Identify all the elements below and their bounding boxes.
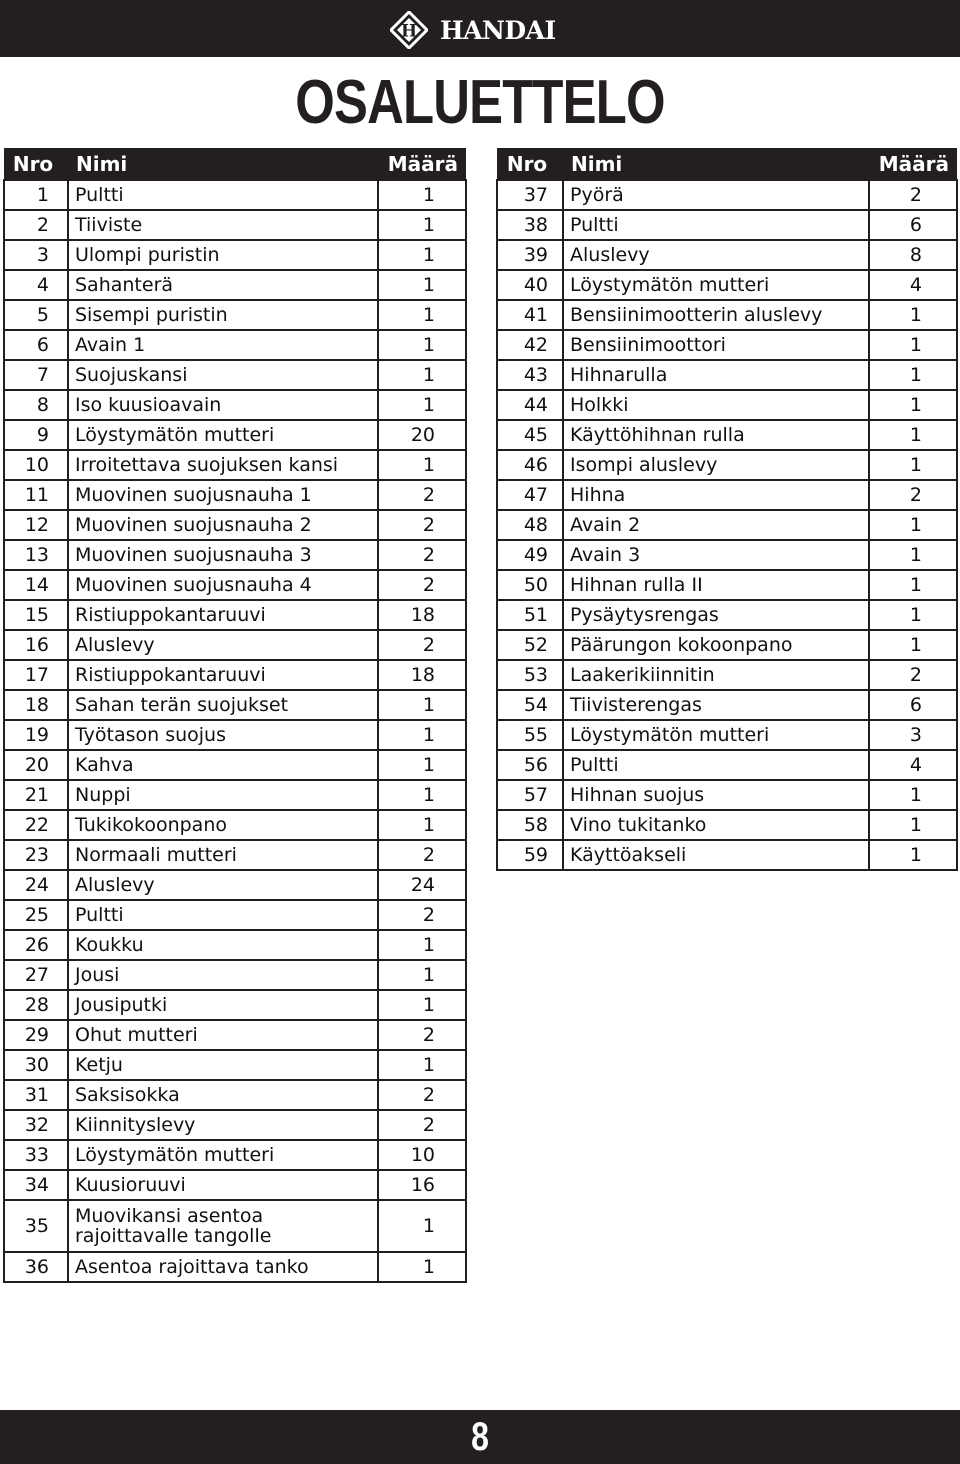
cell-nimi: Ulompi puristin	[68, 240, 378, 270]
cell-nro: 30	[4, 1050, 68, 1080]
cell-nro: 34	[4, 1170, 68, 1200]
table-row	[497, 330, 957, 360]
cell-nimi: Normaali mutteri	[68, 840, 378, 870]
cell-nro: 17	[4, 660, 68, 690]
cell-nro: 56	[497, 750, 563, 780]
cell-nro: 47	[497, 480, 563, 510]
cell-nimi: Pultti	[68, 180, 378, 210]
cell-nimi: Pultti	[563, 750, 869, 780]
cell-maara: 1	[869, 540, 957, 570]
table-row	[497, 600, 957, 630]
cell-maara: 1	[869, 390, 957, 420]
cell-nro: 15	[4, 600, 68, 630]
cell-maara: 1	[378, 720, 466, 750]
table-row	[4, 1200, 466, 1252]
cell-nimi: Hihnarulla	[563, 360, 869, 390]
table-row	[4, 540, 466, 570]
table-row	[497, 390, 957, 420]
table-row	[497, 450, 957, 480]
cell-nimi: Avain 3	[563, 540, 869, 570]
table-row	[4, 990, 466, 1020]
parts-table-left	[3, 148, 467, 1283]
cell-nimi: Saksisokka	[68, 1080, 378, 1110]
cell-nro: 2	[4, 210, 68, 240]
cell-nro: 44	[497, 390, 563, 420]
table-row	[4, 960, 466, 990]
cell-nro: 7	[4, 360, 68, 390]
table-row	[497, 660, 957, 690]
cell-nro: 13	[4, 540, 68, 570]
table-row	[4, 840, 466, 870]
table-row	[4, 240, 466, 270]
cell-maara: 1	[378, 780, 466, 810]
cell-nro: 16	[4, 630, 68, 660]
cell-maara: 4	[869, 270, 957, 300]
cell-maara: 1	[378, 300, 466, 330]
cell-nimi: Tukikokoonpano	[68, 810, 378, 840]
cell-nro: 11	[4, 480, 68, 510]
cell-nro: 31	[4, 1080, 68, 1110]
cell-nimi: Laakerikiinnitin	[563, 660, 869, 690]
handai-logo	[390, 2, 556, 58]
table-row	[4, 690, 466, 720]
cell-nimi: Nuppi	[68, 780, 378, 810]
column-header-nro: Nro	[497, 148, 563, 180]
cell-maara: 1	[869, 300, 957, 330]
cell-maara: 2	[869, 480, 957, 510]
table-row	[4, 870, 466, 900]
table-row	[4, 270, 466, 300]
cell-nro: 33	[4, 1140, 68, 1170]
cell-nro: 8	[4, 390, 68, 420]
cell-maara: 1	[378, 960, 466, 990]
cell-nro: 41	[497, 300, 563, 330]
cell-nro: 6	[4, 330, 68, 360]
cell-maara: 6	[869, 210, 957, 240]
page-number: 8	[471, 1415, 489, 1459]
cell-nimi: Päärungon kokoonpano	[563, 630, 869, 660]
column-header-nimi: Nimi	[68, 148, 378, 180]
cell-nro: 52	[497, 630, 563, 660]
cell-maara: 1	[869, 510, 957, 540]
cell-nimi-line1: Muovikansi asentoa	[75, 1205, 264, 1227]
cell-maara: 2	[378, 900, 466, 930]
cell-nro: 51	[497, 600, 563, 630]
cell-nimi: Muovinen suojusnauha 3	[68, 540, 378, 570]
table-row	[4, 750, 466, 780]
cell-maara: 1	[378, 1252, 466, 1282]
cell-maara: 1	[378, 270, 466, 300]
cell-nimi: Vino tukitanko	[563, 810, 869, 840]
cell-maara: 2	[378, 480, 466, 510]
h-diamond-icon	[390, 11, 428, 49]
cell-nimi: Löystymätön mutteri	[68, 1140, 378, 1170]
cell-maara: 1	[869, 420, 957, 450]
table-row	[497, 180, 957, 210]
table-row	[4, 900, 466, 930]
cell-nimi: Aluslevy	[68, 630, 378, 660]
cell-nro: 18	[4, 690, 68, 720]
table-row	[4, 480, 466, 510]
table-header-row	[497, 148, 957, 180]
cell-nimi: Hihna	[563, 480, 869, 510]
cell-nro: 29	[4, 1020, 68, 1050]
column-header-nimi: Nimi	[563, 148, 869, 180]
cell-nimi: Käyttöhihnan rulla	[563, 420, 869, 450]
cell-maara: 1	[378, 690, 466, 720]
table-row	[497, 210, 957, 240]
cell-maara: 24	[378, 870, 466, 900]
cell-nimi: Pultti	[563, 210, 869, 240]
cell-nimi: Löystymätön mutteri	[68, 420, 378, 450]
table-row	[497, 540, 957, 570]
cell-nro: 12	[4, 510, 68, 540]
cell-nimi: Sahanterä	[68, 270, 378, 300]
cell-nro: 22	[4, 810, 68, 840]
cell-nimi: Holkki	[563, 390, 869, 420]
cell-maara: 1	[378, 240, 466, 270]
cell-nimi: Pysäytysrengas	[563, 600, 869, 630]
cell-maara: 1	[378, 990, 466, 1020]
table-row	[497, 360, 957, 390]
cell-nimi: Työtason suojus	[68, 720, 378, 750]
cell-nro: 24	[4, 870, 68, 900]
cell-nro: 37	[497, 180, 563, 210]
cell-nimi: Jousi	[68, 960, 378, 990]
cell-nimi: Kahva	[68, 750, 378, 780]
cell-maara: 1	[869, 360, 957, 390]
cell-nimi: Iso kuusioavain	[68, 390, 378, 420]
cell-nro: 36	[4, 1252, 68, 1282]
table-row	[497, 690, 957, 720]
cell-nimi: Avain 1	[68, 330, 378, 360]
table-row	[4, 1140, 466, 1170]
cell-nimi: Ohut mutteri	[68, 1020, 378, 1050]
cell-maara: 3	[869, 720, 957, 750]
cell-maara: 8	[869, 240, 957, 270]
cell-maara: 2	[378, 1110, 466, 1140]
cell-nimi: Kiinnityslevy	[68, 1110, 378, 1140]
page-title: OSALUETTELO	[295, 68, 665, 137]
table-row	[497, 240, 957, 270]
table-row	[4, 360, 466, 390]
cell-maara: 2	[869, 180, 957, 210]
table-row	[497, 780, 957, 810]
table-row	[497, 750, 957, 780]
cell-nro: 43	[497, 360, 563, 390]
cell-nro: 46	[497, 450, 563, 480]
cell-nro: 20	[4, 750, 68, 780]
cell-nimi: Ristiuppokantaruuvi	[68, 660, 378, 690]
cell-maara: 1	[869, 840, 957, 870]
table-row	[497, 630, 957, 660]
cell-maara: 2	[378, 840, 466, 870]
cell-nro: 14	[4, 570, 68, 600]
cell-maara: 2	[378, 1080, 466, 1110]
cell-nro: 59	[497, 840, 563, 870]
cell-nro: 32	[4, 1110, 68, 1140]
cell-nimi: Isompi aluslevy	[563, 450, 869, 480]
cell-nro: 35	[4, 1200, 68, 1252]
table-header-row	[4, 148, 466, 180]
cell-nro: 3	[4, 240, 68, 270]
cell-nimi: Hihnan rulla II	[563, 570, 869, 600]
cell-nimi: Asentoa rajoittava tanko	[68, 1252, 378, 1282]
cell-maara: 1	[378, 750, 466, 780]
cell-maara: 2	[378, 570, 466, 600]
cell-nimi: Koukku	[68, 930, 378, 960]
cell-maara: 1	[869, 630, 957, 660]
cell-maara: 1	[378, 930, 466, 960]
cell-nro: 25	[4, 900, 68, 930]
table-row	[4, 810, 466, 840]
table-row	[4, 1020, 466, 1050]
cell-nimi: Suojuskansi	[68, 360, 378, 390]
cell-nro: 42	[497, 330, 563, 360]
cell-nimi: Aluslevy	[563, 240, 869, 270]
cell-maara: 1	[378, 450, 466, 480]
cell-nro: 55	[497, 720, 563, 750]
cell-maara: 1	[869, 780, 957, 810]
cell-nro: 49	[497, 540, 563, 570]
cell-maara: 1	[378, 180, 466, 210]
cell-maara: 18	[378, 660, 466, 690]
cell-nro: 19	[4, 720, 68, 750]
cell-nimi: Muovinen suojusnauha 4	[68, 570, 378, 600]
parts-table-right	[496, 148, 958, 871]
table-row	[497, 570, 957, 600]
logo-letter: H	[400, 21, 418, 42]
table-row	[497, 300, 957, 330]
cell-nro: 21	[4, 780, 68, 810]
cell-nro: 58	[497, 810, 563, 840]
table-row	[4, 1080, 466, 1110]
cell-maara: 4	[869, 750, 957, 780]
column-header-maara: Määrä	[378, 148, 466, 180]
column-header-maara: Määrä	[869, 148, 957, 180]
cell-maara: 16	[378, 1170, 466, 1200]
table-row	[4, 660, 466, 690]
cell-nro: 27	[4, 960, 68, 990]
cell-nimi-line2: rajoittavalle tangolle	[75, 1225, 272, 1247]
cell-nimi: Tiiviste	[68, 210, 378, 240]
cell-nro: 48	[497, 510, 563, 540]
cell-maara: 1	[378, 1050, 466, 1080]
cell-nimi: Löystymätön mutteri	[563, 720, 869, 750]
cell-nro: 40	[497, 270, 563, 300]
table-row	[4, 180, 466, 210]
cell-maara: 1	[869, 810, 957, 840]
table-row	[497, 510, 957, 540]
cell-nro: 53	[497, 660, 563, 690]
cell-nimi: Löystymätön mutteri	[563, 270, 869, 300]
cell-maara: 1	[378, 1200, 466, 1252]
cell-nimi: Ristiuppokantaruuvi	[68, 600, 378, 630]
cell-nimi: Muovinen suojusnauha 2	[68, 510, 378, 540]
table-row	[4, 1252, 466, 1282]
cell-maara: 2	[869, 660, 957, 690]
cell-nimi: Jousiputki	[68, 990, 378, 1020]
cell-nro: 38	[497, 210, 563, 240]
cell-nimi: Muovinen suojusnauha 1	[68, 480, 378, 510]
cell-nro: 4	[4, 270, 68, 300]
cell-nimi: Käyttöakseli	[563, 840, 869, 870]
table-row	[497, 480, 957, 510]
table-row	[4, 930, 466, 960]
cell-nimi: Avain 2	[563, 510, 869, 540]
cell-nimi: Tiivisterengas	[563, 690, 869, 720]
cell-nimi	[68, 1200, 378, 1252]
table-row	[4, 600, 466, 630]
table-row	[497, 270, 957, 300]
table-row	[4, 300, 466, 330]
table-row	[4, 210, 466, 240]
cell-maara: 1	[869, 330, 957, 360]
cell-nimi: Pyörä	[563, 180, 869, 210]
table-row	[497, 720, 957, 750]
cell-maara: 2	[378, 540, 466, 570]
table-row	[4, 330, 466, 360]
table-row	[4, 630, 466, 660]
cell-maara: 6	[869, 690, 957, 720]
cell-nimi: Ketju	[68, 1050, 378, 1080]
brand-name: HANDAI	[440, 15, 556, 45]
cell-nimi: Kuusioruuvi	[68, 1170, 378, 1200]
table-row	[497, 840, 957, 870]
table-row	[4, 780, 466, 810]
cell-nro: 57	[497, 780, 563, 810]
cell-nro: 28	[4, 990, 68, 1020]
cell-maara: 1	[378, 210, 466, 240]
table-row	[4, 390, 466, 420]
cell-nro: 23	[4, 840, 68, 870]
table-row	[4, 570, 466, 600]
cell-nimi: Irroitettava suojuksen kansi	[68, 450, 378, 480]
cell-nimi: Bensiinimootterin aluslevy	[563, 300, 869, 330]
table-row	[4, 1050, 466, 1080]
cell-maara: 2	[378, 630, 466, 660]
cell-maara: 1	[378, 810, 466, 840]
cell-nimi: Hihnan suojus	[563, 780, 869, 810]
column-header-nro: Nro	[4, 148, 68, 180]
table-row	[497, 810, 957, 840]
table-row	[497, 420, 957, 450]
cell-nro: 39	[497, 240, 563, 270]
cell-maara: 1	[378, 360, 466, 390]
cell-nimi: Bensiinimoottori	[563, 330, 869, 360]
cell-maara: 1	[378, 390, 466, 420]
table-row	[4, 510, 466, 540]
cell-nro: 9	[4, 420, 68, 450]
cell-maara: 1	[869, 570, 957, 600]
cell-maara: 1	[378, 330, 466, 360]
cell-maara: 2	[378, 510, 466, 540]
cell-maara: 2	[378, 1020, 466, 1050]
cell-nimi: Aluslevy	[68, 870, 378, 900]
cell-maara: 1	[869, 600, 957, 630]
table-row	[4, 420, 466, 450]
cell-maara: 1	[869, 450, 957, 480]
cell-nimi: Pultti	[68, 900, 378, 930]
cell-nro: 1	[4, 180, 68, 210]
cell-maara: 18	[378, 600, 466, 630]
table-row	[4, 450, 466, 480]
cell-nro: 26	[4, 930, 68, 960]
cell-nro: 54	[497, 690, 563, 720]
cell-nimi: Sisempi puristin	[68, 300, 378, 330]
cell-nro: 45	[497, 420, 563, 450]
cell-nro: 10	[4, 450, 68, 480]
table-row	[4, 1110, 466, 1140]
cell-maara: 10	[378, 1140, 466, 1170]
table-row	[4, 1170, 466, 1200]
table-row	[4, 720, 466, 750]
cell-nro: 5	[4, 300, 68, 330]
cell-maara: 20	[378, 420, 466, 450]
cell-nro: 50	[497, 570, 563, 600]
cell-nimi: Sahan terän suojukset	[68, 690, 378, 720]
